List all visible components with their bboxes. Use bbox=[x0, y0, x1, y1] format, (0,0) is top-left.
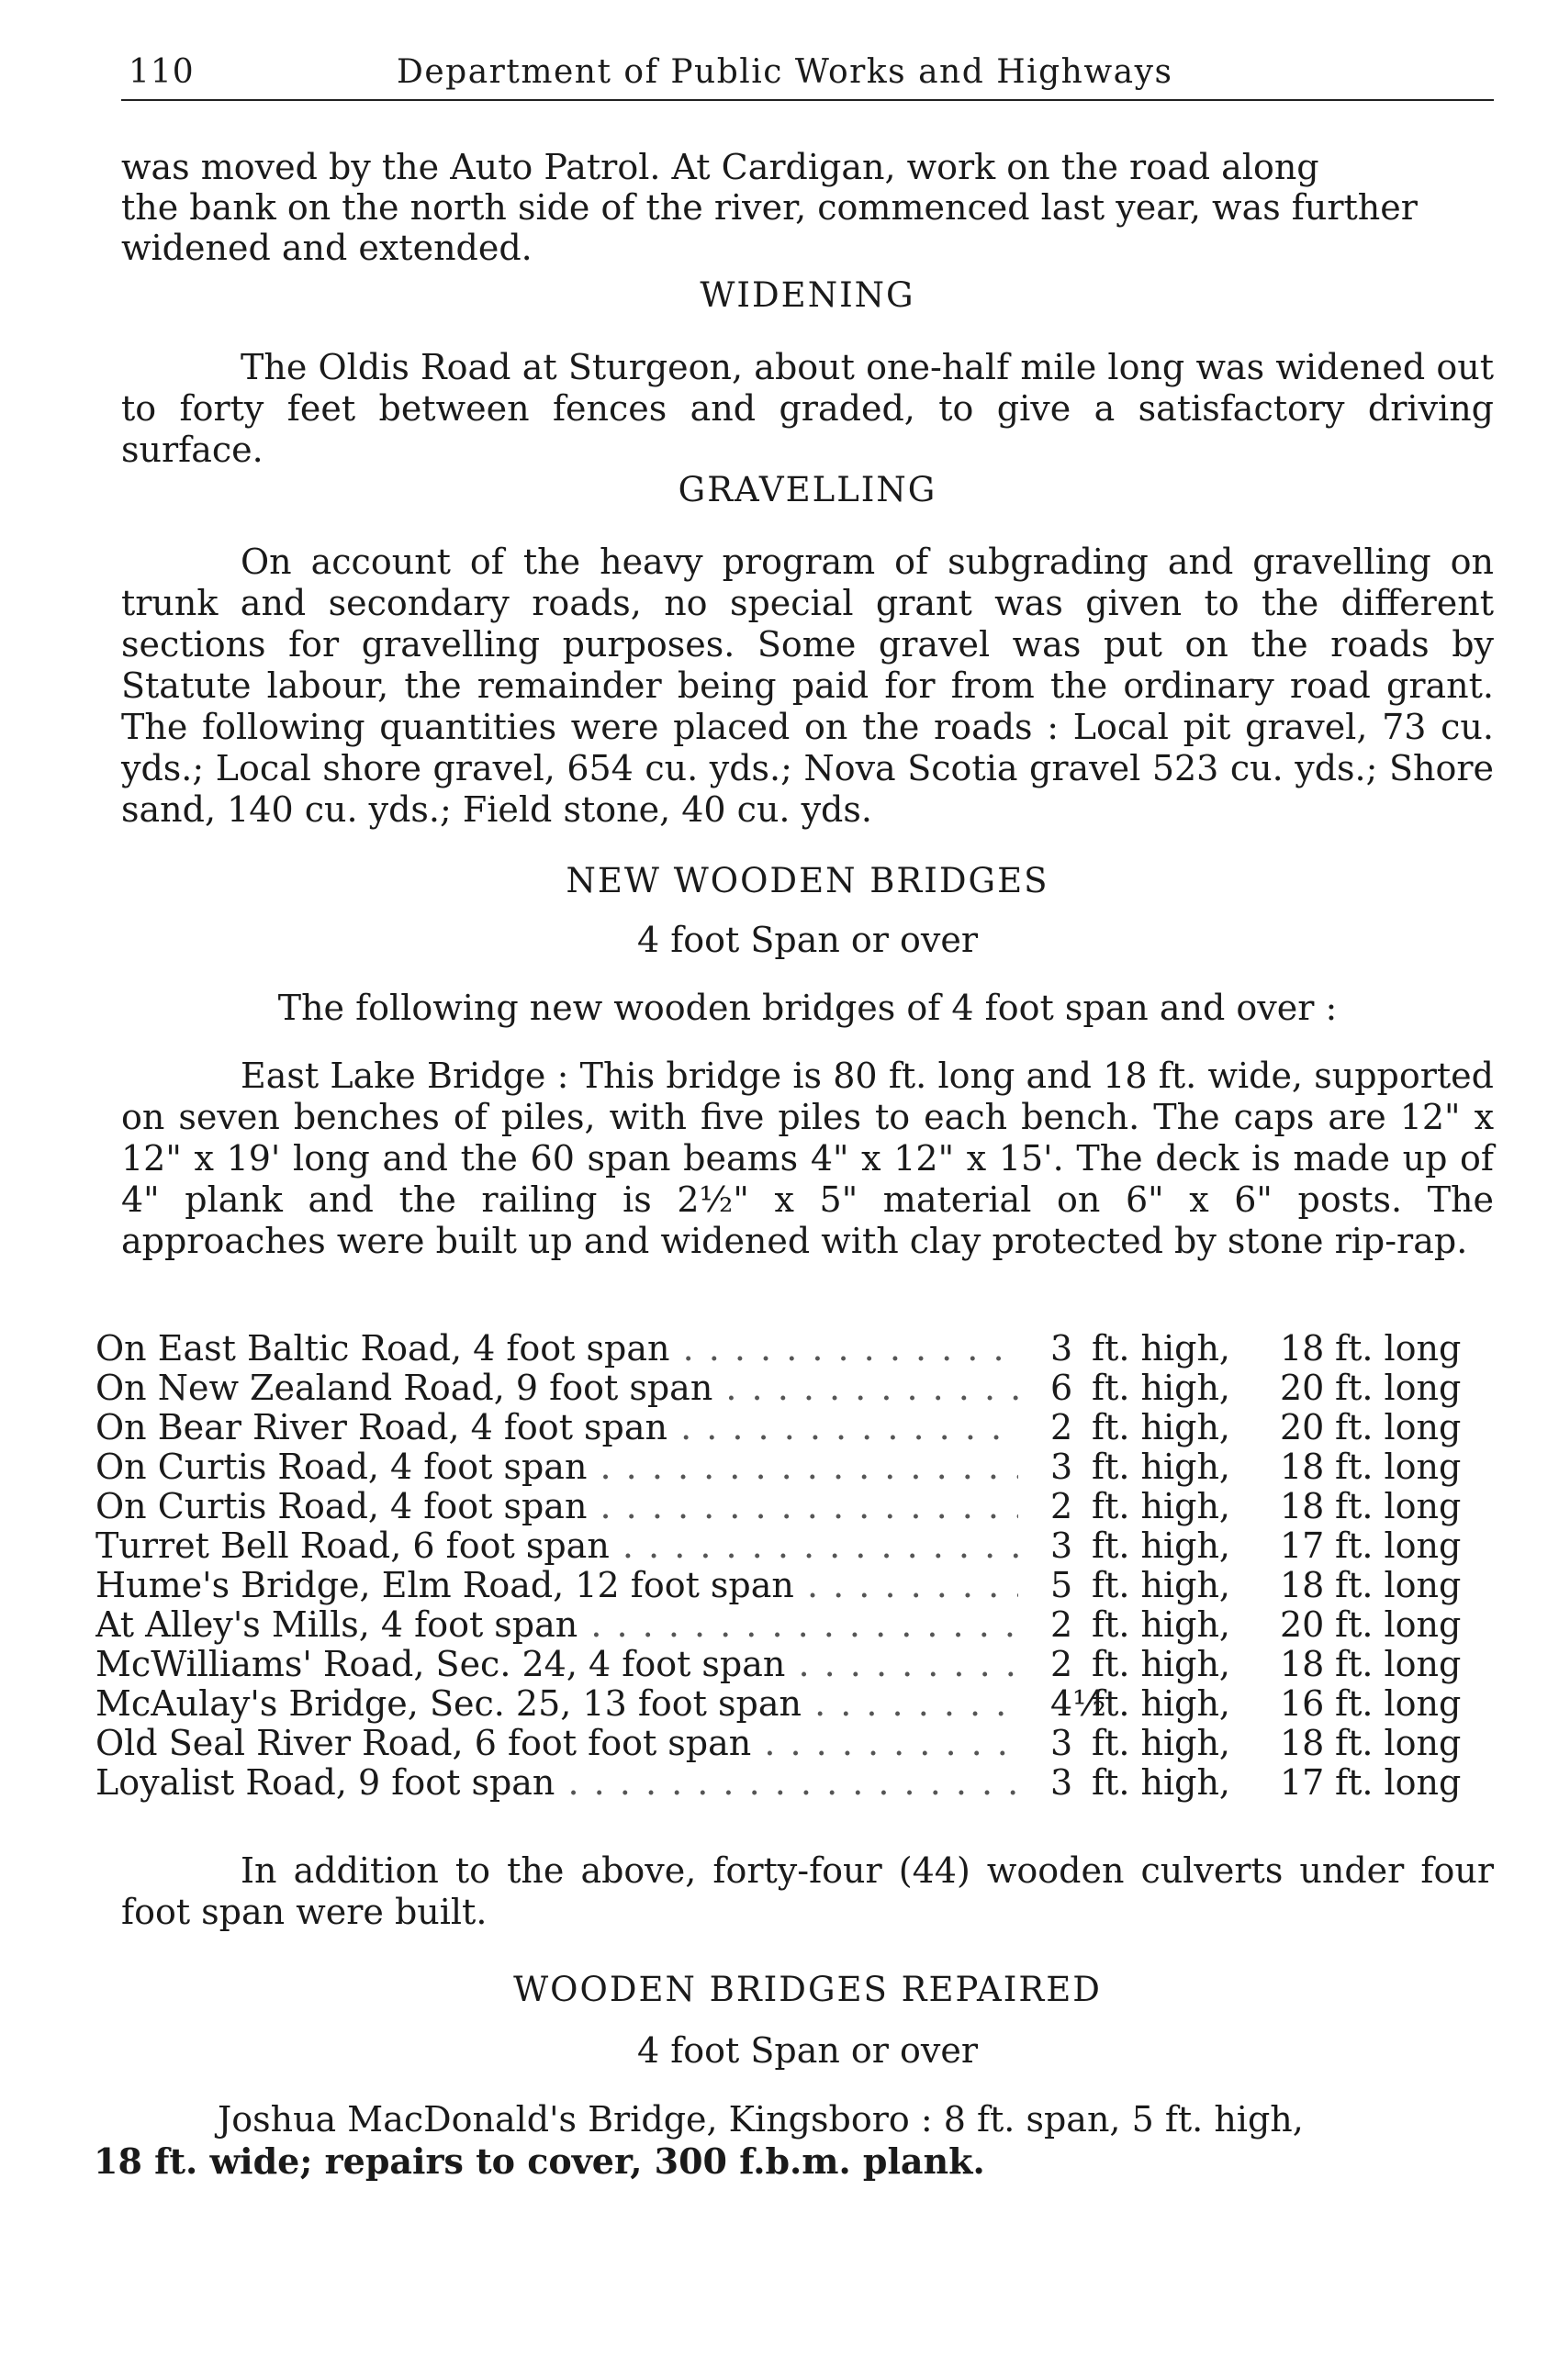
length-unit: ft. long bbox=[1335, 1368, 1462, 1408]
bridge-length: 16 bbox=[1280, 1683, 1325, 1724]
bridge-row bbox=[95, 1329, 1491, 1369]
bridge-height: 3 bbox=[1050, 1525, 1073, 1566]
bridge-height: 6 bbox=[1050, 1368, 1073, 1408]
gravelling-text: On account of the heavy program of subgrading and gravelling on trunk and secondary roads, no special grant was given to the different sections for gravelling purposes. Some gravel was put on the roads by Statute labour, the remainder being paid for from the ordinary road grant. The following quantities were placed on the roads : Local pit gravel, 73 cu. yds.; Local shore gravel, 654 cu. yds.; Nova Scotia gravel 523 cu. yds.; Shore sand, 140 cu. yds.; Field stone, 40 cu. yds. bbox=[121, 542, 1494, 830]
repaired-paragraph bbox=[94, 2098, 1494, 2183]
bridge-length: 18 bbox=[1280, 1644, 1325, 1684]
length-unit: ft. long bbox=[1335, 1328, 1462, 1369]
bridge-row bbox=[95, 1605, 1491, 1645]
culverts-text: In addition to the above, forty-four (44) wooden culverts under four foot span were built. bbox=[121, 1850, 1494, 1932]
height-unit: ft. high, bbox=[1092, 1723, 1230, 1763]
widening-text: The Oldis Road at Sturgeon, about one-half mile long was widened out to forty feet between fences and graded, to give a satisfactory driving surface. bbox=[121, 347, 1494, 470]
east-lake-paragraph bbox=[121, 1056, 1494, 1262]
heading-new-wooden-bridges: NEW WOODEN BRIDGES bbox=[566, 861, 1049, 900]
bridge-location: At Alley's Mills, 4 foot span . . . bbox=[95, 1605, 1018, 1645]
widening-paragraph bbox=[121, 347, 1494, 471]
intro-paragraph bbox=[121, 147, 1494, 268]
bridge-list bbox=[95, 1329, 1491, 1803]
length-unit: ft. long bbox=[1335, 1565, 1462, 1605]
bridge-length: 20 bbox=[1280, 1604, 1325, 1645]
page-header bbox=[121, 44, 1494, 101]
length-unit: ft. long bbox=[1335, 1407, 1462, 1447]
page-number: 110 bbox=[129, 53, 195, 91]
heading-bridges-repaired: WOODEN BRIDGES REPAIRED bbox=[513, 1970, 1102, 2009]
length-unit: ft. long bbox=[1335, 1486, 1462, 1526]
bridge-length: 18 bbox=[1280, 1447, 1325, 1487]
height-unit: ft. high, bbox=[1092, 1644, 1230, 1684]
bridge-length: 17 bbox=[1280, 1762, 1325, 1803]
bridge-height: 2 bbox=[1050, 1486, 1073, 1526]
bridge-row bbox=[95, 1645, 1491, 1684]
height-unit: ft. high, bbox=[1092, 1604, 1230, 1645]
gravelling-paragraph bbox=[121, 542, 1494, 831]
height-unit: ft. high, bbox=[1092, 1486, 1230, 1526]
bridge-length: 17 bbox=[1280, 1525, 1325, 1566]
bridge-row bbox=[95, 1526, 1491, 1566]
bridge-height: 3 bbox=[1050, 1447, 1073, 1487]
bridge-location: Hume's Bridge, Elm Road, 12 foot span . . . bbox=[95, 1566, 1018, 1605]
bridge-row bbox=[95, 1487, 1491, 1526]
height-unit: ft. high, bbox=[1092, 1762, 1230, 1803]
bridge-height: 2 bbox=[1050, 1644, 1073, 1684]
height-unit: ft. high, bbox=[1092, 1447, 1230, 1487]
intro-line-2: the bank on the north side of the river, commenced last year, was further bbox=[121, 187, 1418, 228]
bridge-location: McWilliams' Road, Sec. 24, 4 foot span . . . bbox=[95, 1645, 1018, 1684]
bridge-location: Turret Bell Road, 6 foot span . . . bbox=[95, 1526, 1018, 1566]
length-unit: ft. long bbox=[1335, 1644, 1462, 1684]
length-unit: ft. long bbox=[1335, 1762, 1462, 1803]
bridge-height: 2 bbox=[1050, 1407, 1073, 1447]
repaired-line-1: Joshua MacDonald's Bridge, Kingsboro : 8 ft. span, 5 ft. high, bbox=[218, 2099, 1304, 2140]
bridge-location: McAulay's Bridge, Sec. 25, 13 foot span . . . bbox=[95, 1684, 1018, 1724]
bridge-row bbox=[95, 1447, 1491, 1487]
bridge-location: Old Seal River Road, 6 foot foot span . . . bbox=[95, 1724, 1018, 1763]
height-unit: ft. high, bbox=[1092, 1565, 1230, 1605]
height-unit: ft. high, bbox=[1092, 1525, 1230, 1566]
bridge-location: On East Baltic Road, 4 foot span . . . bbox=[95, 1329, 1018, 1369]
bridge-location: On Bear River Road, 4 foot span . . . bbox=[95, 1408, 1018, 1447]
bridge-length: 18 bbox=[1280, 1723, 1325, 1763]
length-unit: ft. long bbox=[1335, 1525, 1462, 1566]
height-unit: ft. high, bbox=[1092, 1368, 1230, 1408]
heading-widening: WIDENING bbox=[700, 275, 915, 315]
bridge-length: 20 bbox=[1280, 1368, 1325, 1408]
bridge-row bbox=[95, 1408, 1491, 1447]
bridge-row bbox=[95, 1369, 1491, 1408]
repaired-line-2: 18 ft. wide; repairs to cover, 300 f.b.m. plank. bbox=[94, 2140, 985, 2182]
bridge-height: 2 bbox=[1050, 1604, 1073, 1645]
bridge-length: 18 bbox=[1280, 1565, 1325, 1605]
bridge-height: 4½ bbox=[1050, 1683, 1107, 1724]
height-unit: ft. high, bbox=[1092, 1328, 1230, 1369]
bridge-length: 20 bbox=[1280, 1407, 1325, 1447]
bridge-row bbox=[95, 1724, 1491, 1763]
bridge-location: Loyalist Road, 9 foot span . . . bbox=[95, 1763, 1018, 1803]
intro-line-3: widened and extended. bbox=[121, 228, 533, 268]
subheading-repaired-span: 4 foot Span or over bbox=[636, 2030, 979, 2071]
bridge-row bbox=[95, 1566, 1491, 1605]
length-unit: ft. long bbox=[1335, 1723, 1462, 1763]
east-lake-text: East Lake Bridge : This bridge is 80 ft. long and 18 ft. wide, supported on seven benches of piles, with five piles to each bench. The caps are 12" x 12" x 19' long and the 60 span beams 4" x 12" x 15'. The deck is made up of 4" plank and the railing is 2½" x 5" material on 6" x 6" posts. The approaches were built up and widened with clay protected by stone rip-rap. bbox=[121, 1056, 1494, 1261]
length-unit: ft. long bbox=[1335, 1683, 1462, 1724]
bridge-location: On New Zealand Road, 9 foot span . . . bbox=[95, 1369, 1018, 1408]
bridge-height: 3 bbox=[1050, 1762, 1073, 1803]
length-unit: ft. long bbox=[1335, 1447, 1462, 1487]
culverts-paragraph bbox=[121, 1850, 1494, 1933]
height-unit: ft. high, bbox=[1092, 1407, 1230, 1447]
bridge-location: On Curtis Road, 4 foot span . . . bbox=[95, 1487, 1018, 1526]
bridge-length: 18 bbox=[1280, 1328, 1325, 1369]
bridge-row bbox=[95, 1684, 1491, 1724]
bridge-height: 3 bbox=[1050, 1328, 1073, 1369]
bridge-row bbox=[95, 1763, 1491, 1803]
running-title: Department of Public Works and Highways bbox=[397, 53, 1173, 91]
subheading-span: 4 foot Span or over bbox=[636, 920, 979, 960]
length-unit: ft. long bbox=[1335, 1604, 1462, 1645]
bridge-location: On Curtis Road, 4 foot span . . . bbox=[95, 1447, 1018, 1487]
bridge-height: 3 bbox=[1050, 1723, 1073, 1763]
intro-line-1: was moved by the Auto Patrol. At Cardigan, work on the road along bbox=[121, 147, 1319, 187]
height-unit: ft. high, bbox=[1092, 1683, 1230, 1724]
bridge-length: 18 bbox=[1280, 1486, 1325, 1526]
bridge-height: 5 bbox=[1050, 1565, 1073, 1605]
new-bridges-intro: The following new wooden bridges of 4 foot span and over : bbox=[277, 988, 1338, 1028]
heading-gravelling: GRAVELLING bbox=[678, 470, 937, 509]
